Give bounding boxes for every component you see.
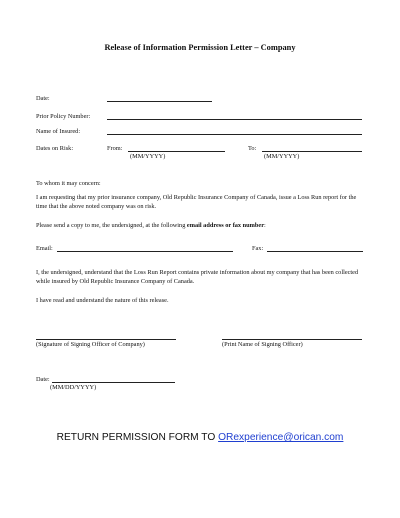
understand-paragraph: I, the undersigned, understand that the Loss Run Report contains private information about my company that has been collected while insured by Old Republic Insurance Company of Canada.: [36, 269, 359, 285]
signature-caption: (Signature of Signing Officer of Company): [36, 341, 145, 348]
insured-field[interactable]: [107, 134, 362, 135]
to-label: To:: [248, 145, 257, 152]
to-format-hint: (MM/YYYY): [264, 153, 300, 160]
from-date-field[interactable]: [128, 151, 225, 152]
print-name-caption: (Print Name of Signing Officer): [222, 341, 303, 348]
prior-policy-field[interactable]: [107, 119, 362, 120]
prior-policy-label: Prior Policy Number:: [36, 113, 91, 120]
signature-date-format: (MM/DD/YYYY): [50, 384, 97, 391]
dates-on-risk-label: Dates on Risk:: [36, 145, 74, 152]
fax-field[interactable]: [267, 251, 363, 252]
signature-field[interactable]: [36, 339, 176, 340]
from-format-hint: (MM/YYYY): [130, 153, 166, 160]
read-paragraph: I have read and understand the nature of this release.: [36, 297, 169, 304]
return-prefix: RETURN PERMISSION FORM TO: [56, 432, 219, 443]
signature-date-label: Date:: [36, 376, 50, 383]
signature-date-field[interactable]: [52, 382, 175, 383]
date-field[interactable]: [107, 101, 212, 102]
salutation: To whom it may concern:: [36, 180, 101, 187]
email-field[interactable]: [57, 251, 233, 252]
send-copy-prefix: Please send a copy to me, the undersigned, at the following: [36, 222, 187, 229]
from-label: From:: [107, 145, 123, 152]
send-copy-emphasis: email address or fax number: [186, 222, 265, 229]
insured-label: Name of Insured:: [36, 128, 81, 135]
send-copy-paragraph: [36, 222, 266, 230]
print-name-field[interactable]: [222, 339, 362, 340]
to-date-field[interactable]: [262, 151, 362, 152]
request-paragraph: I am requesting that my prior insurance company, Old Republic Insurance Company of Canada, issue a Loss Run report for the time that the above noted company was on risk.: [36, 194, 357, 210]
page-title: Release of Information Permission Letter – Company: [104, 43, 296, 52]
email-label: Email:: [36, 245, 53, 252]
return-email-link[interactable]: ORexperience@orican.com: [218, 432, 344, 443]
return-instructions: [0, 432, 400, 443]
date-label: Date:: [36, 95, 50, 102]
fax-label: Fax:: [252, 245, 264, 252]
send-copy-suffix: :: [264, 222, 266, 229]
